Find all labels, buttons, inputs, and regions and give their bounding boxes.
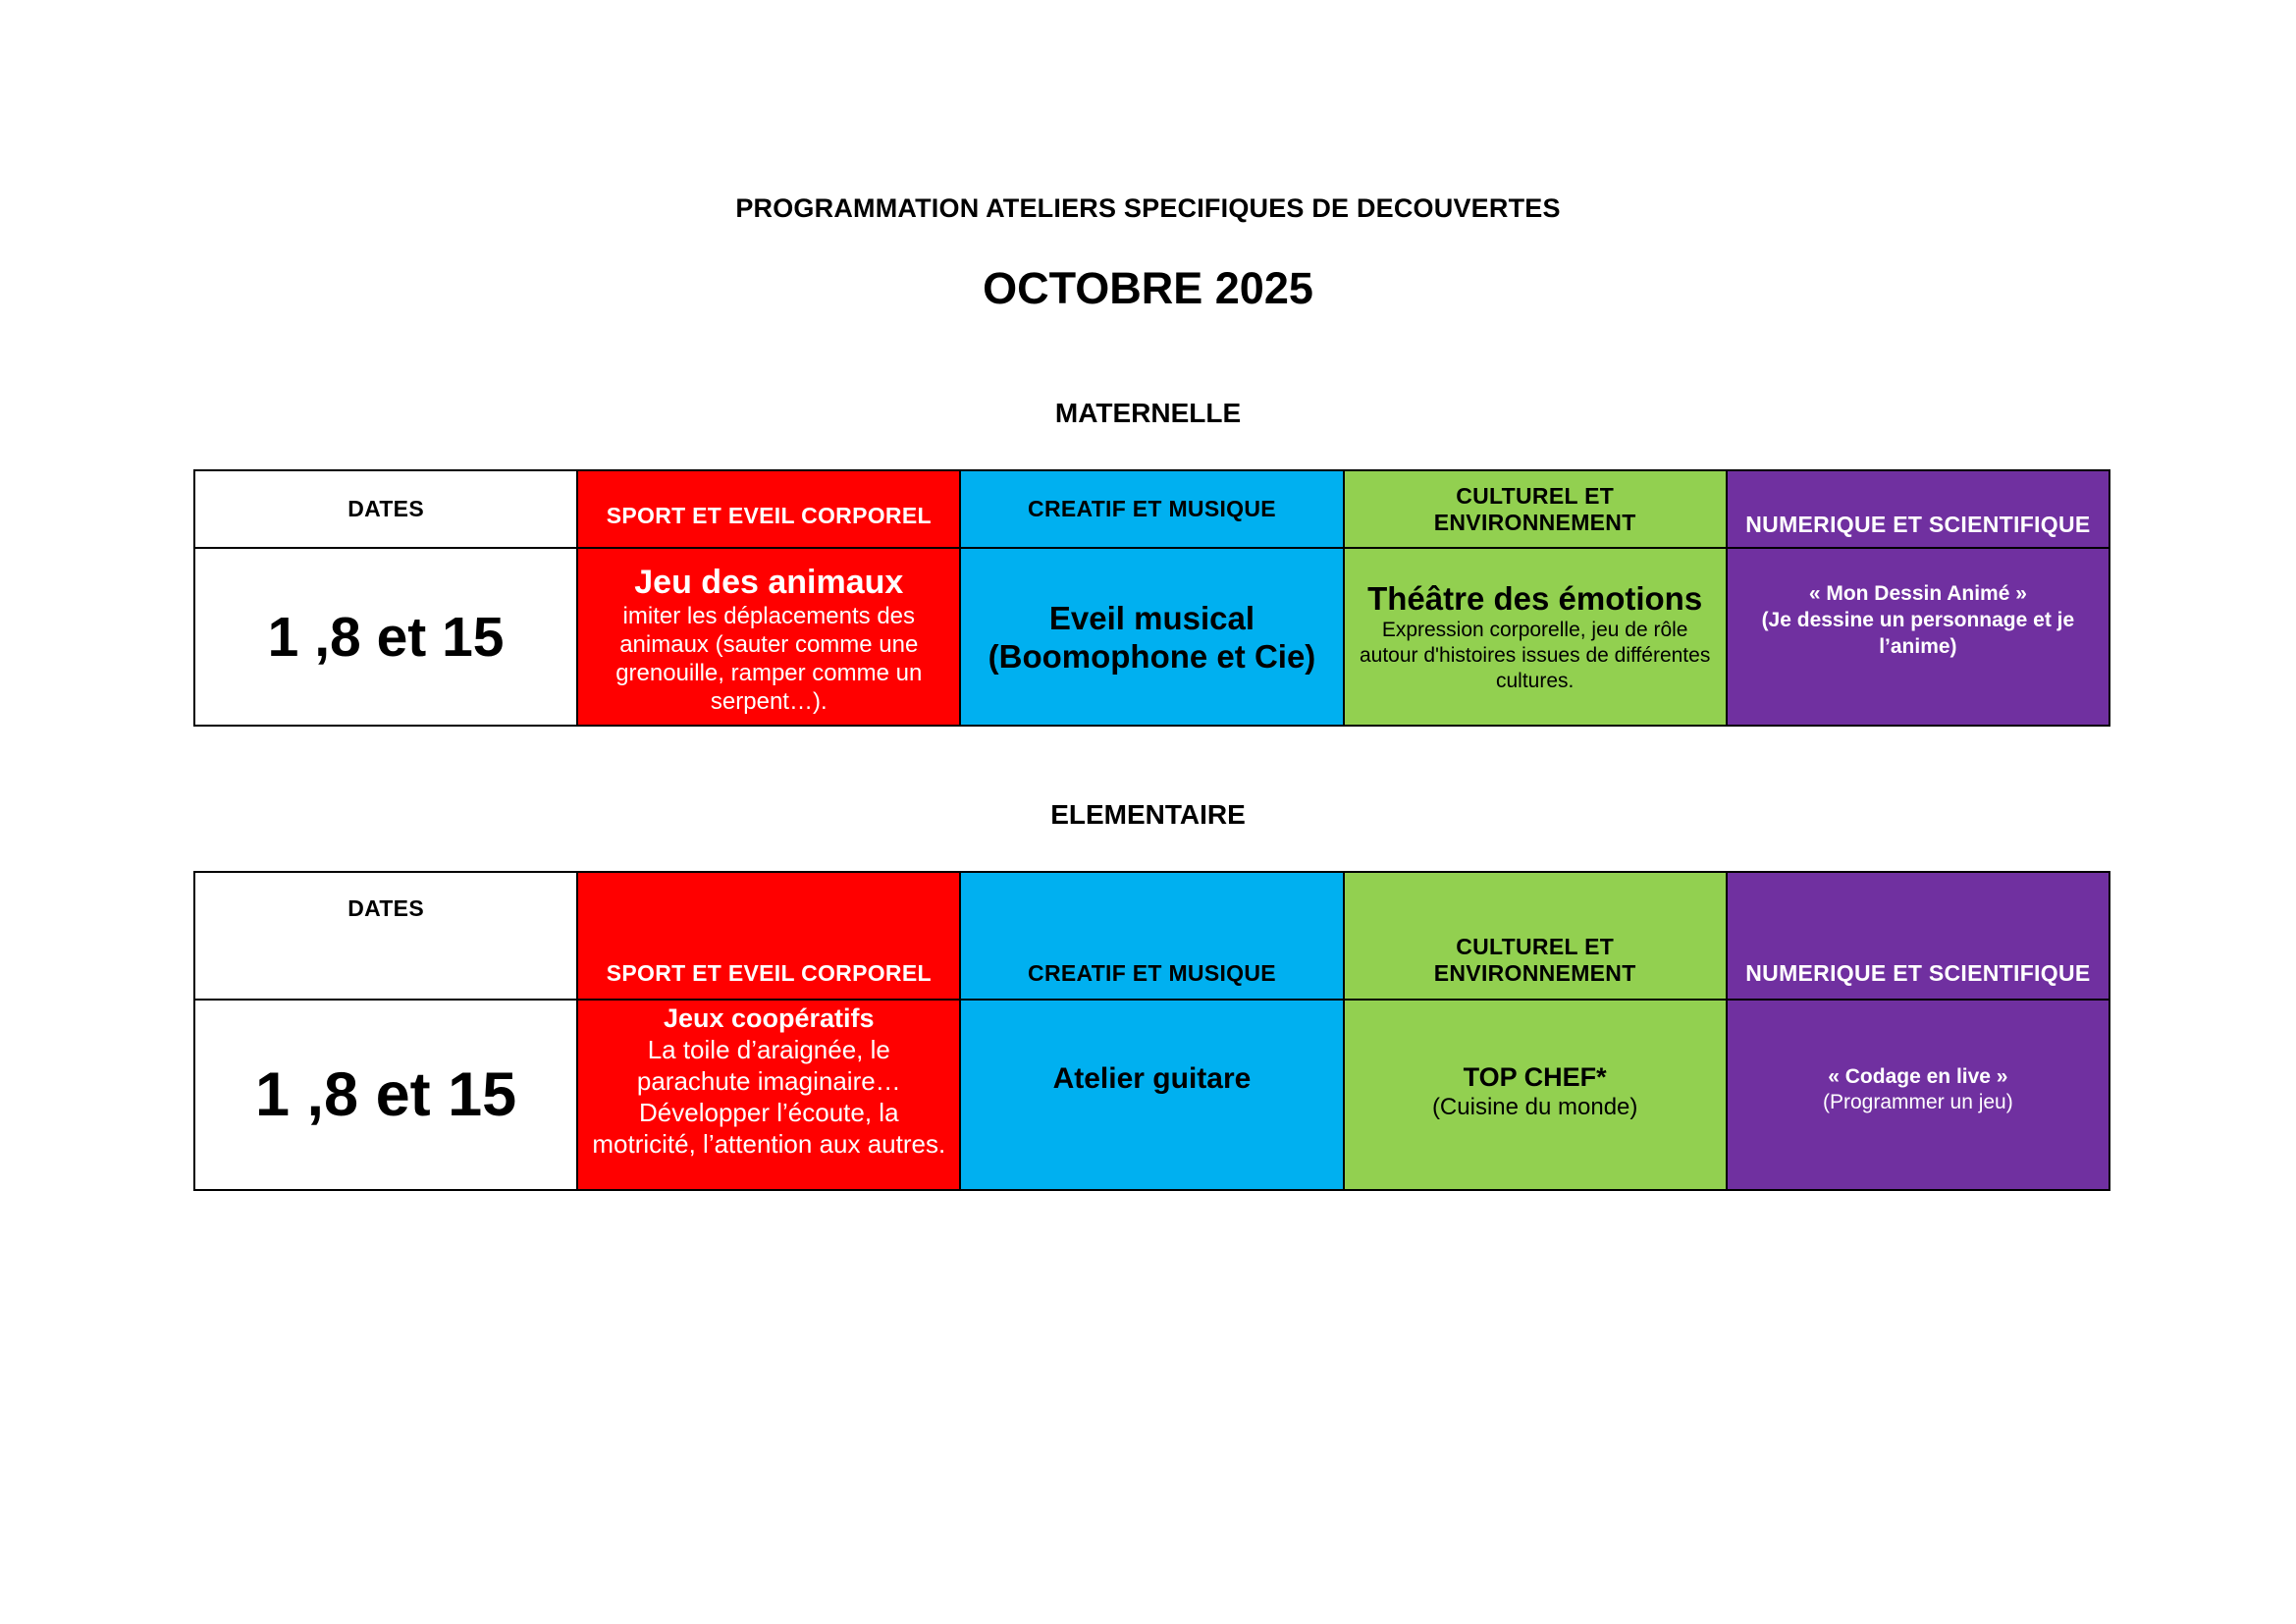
table-header-row — [194, 872, 2109, 1000]
header-sport: SPORT ET EVEIL CORPOREL — [577, 872, 960, 1000]
activity-description: imiter les déplacements des animaux (sauter comme une grenouille, ramper comme un serpent…). — [615, 603, 923, 715]
dates-cell — [194, 548, 577, 726]
table-header-row — [194, 470, 2109, 548]
dates-cell — [194, 1000, 577, 1190]
dates-value: 1 ,8 et 15 — [255, 1060, 517, 1129]
table-row — [194, 548, 2109, 726]
table-row — [194, 1000, 2109, 1190]
activity-description: Expression corporelle, jeu de rôle autour d'histoires issues de différentes cultures. — [1359, 618, 1711, 692]
sport-cell — [577, 548, 960, 726]
activity-title: Jeux coopératifs — [663, 1003, 875, 1033]
creatif-cell — [960, 548, 1343, 726]
activity-title: Atelier guitare — [1052, 1062, 1252, 1095]
header-culturel: CULTUREL ET ENVIRONNEMENT — [1344, 872, 1727, 1000]
culturel-cell — [1344, 548, 1727, 726]
activity-title: Eveil musical (Boomophone et Cie) — [988, 599, 1316, 675]
activity-description: (Je dessine un personnage et je l’anime) — [1761, 609, 2075, 658]
numerique-cell — [1727, 548, 2109, 726]
activity-description: (Cuisine du monde) — [1431, 1094, 1638, 1120]
activity-title: « Mon Dessin Animé » — [1808, 582, 2027, 605]
document-month: OCTOBRE 2025 — [983, 263, 1313, 313]
header-sport: SPORT ET EVEIL CORPOREL — [577, 470, 960, 548]
header-dates: DATES — [194, 470, 577, 548]
header-numerique: NUMERIQUE ET SCIENTIFIQUE — [1727, 872, 2109, 1000]
creatif-cell — [960, 1000, 1343, 1190]
maternelle-table — [193, 469, 2110, 727]
header-creatif: CREATIF ET MUSIQUE — [960, 872, 1343, 1000]
header-dates: DATES — [194, 872, 577, 1000]
header-culturel: CULTUREL ET ENVIRONNEMENT — [1344, 470, 1727, 548]
document-title: PROGRAMMATION ATELIERS SPECIFIQUES DE DECOUVERTES — [735, 193, 1561, 223]
culturel-cell — [1344, 1000, 1727, 1190]
activity-title: Théâtre des émotions — [1367, 579, 1703, 617]
header-creatif: CREATIF ET MUSIQUE — [960, 470, 1343, 548]
numerique-cell — [1727, 1000, 2109, 1190]
activity-title: « Codage en live » — [1828, 1065, 2008, 1088]
dates-value: 1 ,8 et 15 — [267, 605, 505, 669]
section-title-elementaire: ELEMENTAIRE — [1050, 799, 1246, 830]
sport-cell — [577, 1000, 960, 1190]
section-title-maternelle: MATERNELLE — [1054, 398, 1242, 428]
activity-description: La toile d’araignée, le parachute imaginaire… Développer l’écoute, la motricité, l’attention aux autres. — [592, 1035, 946, 1159]
activity-description: (Programmer un jeu) — [1823, 1091, 2013, 1113]
activity-title: Jeu des animaux — [634, 564, 904, 601]
elementaire-table — [193, 871, 2110, 1191]
header-numerique: NUMERIQUE ET SCIENTIFIQUE — [1727, 470, 2109, 548]
activity-title: TOP CHEF* — [1463, 1062, 1607, 1092]
